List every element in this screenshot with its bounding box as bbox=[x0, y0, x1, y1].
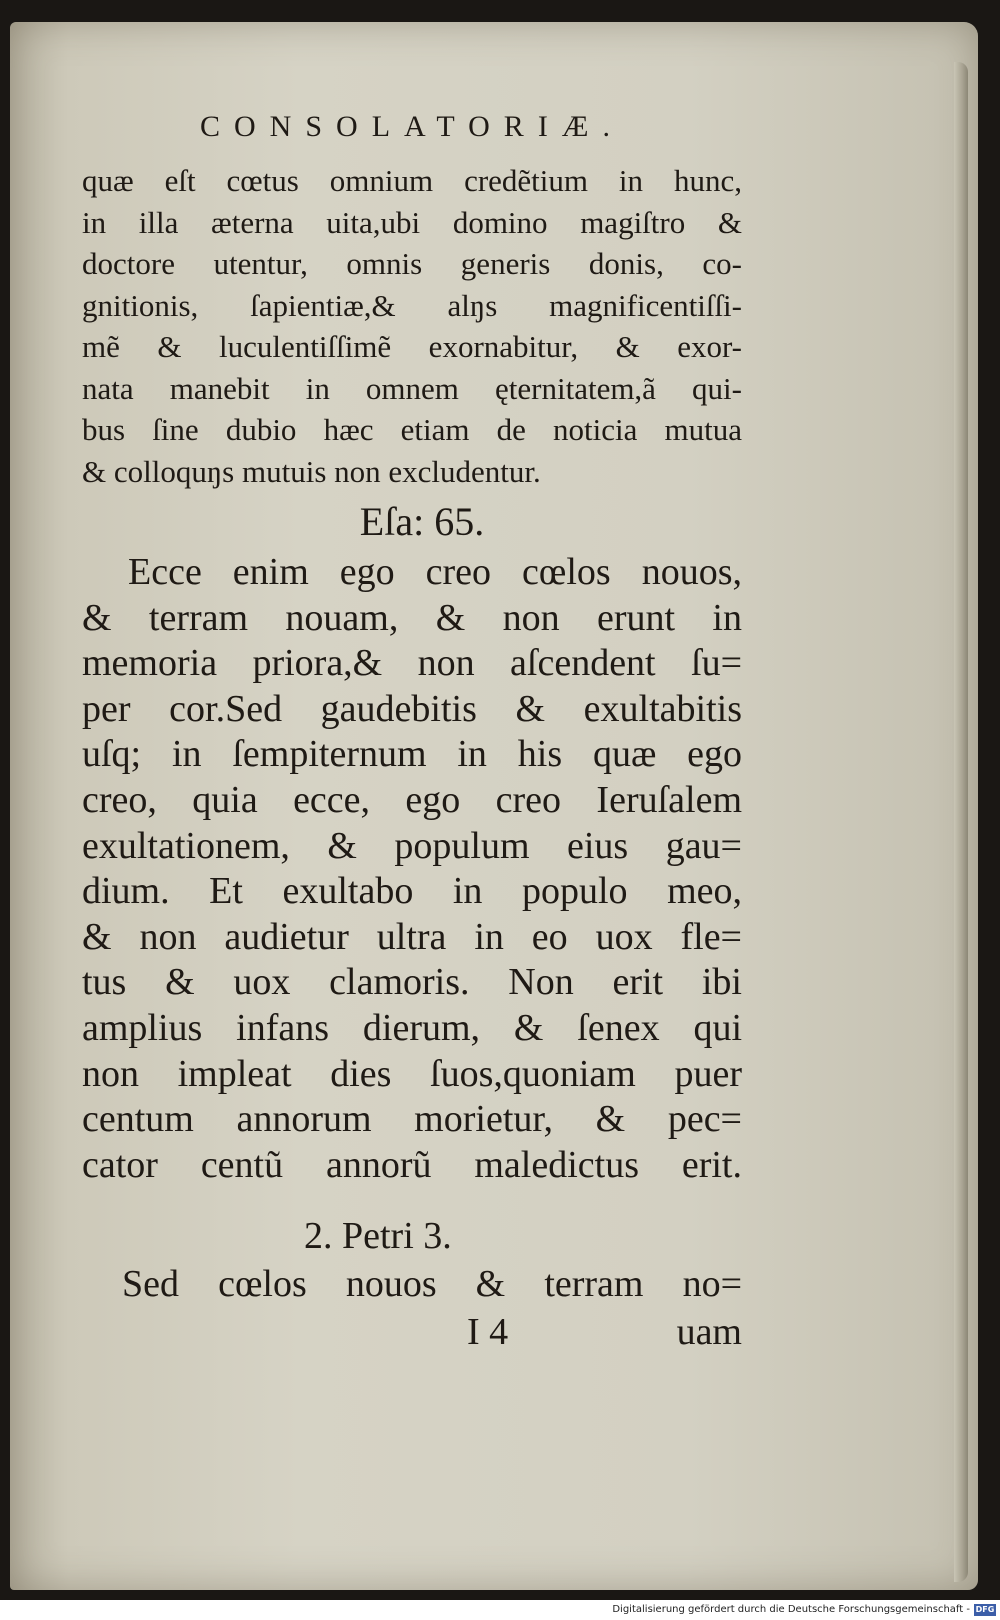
text-line: creo, quia ecce, ego creo Ieruſalem bbox=[82, 778, 742, 821]
text-line: mẽ & luculentiſſimẽ exornabitur, & exor- bbox=[82, 329, 742, 364]
paragraph-3 bbox=[82, 1262, 742, 1308]
page-foot bbox=[82, 1308, 742, 1356]
section-heading-petri: 2. Petri 3. bbox=[304, 1215, 452, 1258]
footer-credit: Digitalisierung gefördert durch die Deutsche Forschungsgemeinschaft - bbox=[612, 1604, 970, 1615]
text-line: in illa æterna uita,ubi domino magiſtro & bbox=[82, 204, 742, 240]
text-line: exultationem, & populum eius gau= bbox=[82, 824, 742, 867]
signature-mark: I 4 bbox=[467, 1310, 509, 1353]
paragraph-2 bbox=[82, 550, 742, 1188]
page-text bbox=[82, 100, 742, 1356]
text-line: per cor.Sed gaudebitis & exultabitis bbox=[82, 687, 742, 730]
text-line: uſq; in ſempiternum in his quæ ego bbox=[82, 733, 742, 776]
text-line: quæ eſt cœtus omnium credẽtium in hunc, bbox=[82, 163, 742, 198]
running-head: CONSOLATORIÆ. bbox=[200, 110, 624, 143]
section-heading-esaias: Eſa: 65. bbox=[359, 499, 485, 544]
text-line: centum annorum morietur, & pec= bbox=[82, 1098, 742, 1141]
text-line: amplius infans dierum, & ſenex qui bbox=[82, 1006, 742, 1049]
text-line: non impleat dies ſuos,quoniam puer bbox=[82, 1052, 742, 1095]
paragraph-1 bbox=[82, 160, 742, 492]
text-line: gnitionis, ſapientiæ,& alŋs magnificentiſſi- bbox=[82, 287, 742, 323]
text-line: cator centũ annorũ maledictus erit. bbox=[82, 1143, 742, 1186]
text-line: Ecce enim ego creo cœlos nouos, bbox=[128, 551, 742, 593]
text-line: & terram nouam, & non erunt in bbox=[82, 596, 742, 639]
text-line: Sed cœlos nouos & terram no= bbox=[122, 1263, 742, 1306]
catchword: uam bbox=[676, 1310, 742, 1353]
text-line: bus ſine dubio hæc etiam de noticia mutua bbox=[82, 412, 742, 447]
text-line: memoria priora,& non aſcendent ſu= bbox=[82, 642, 742, 685]
text-line: doctore utentur, omnis generis donis, co- bbox=[82, 246, 742, 281]
text-line: & colloquŋs mutuis non excludentur. bbox=[82, 453, 541, 489]
text-line: nata manebit in omnem ęternitatem,ã qui- bbox=[82, 370, 742, 406]
dfg-logo: DFG bbox=[975, 1605, 995, 1614]
digitization-footer bbox=[0, 1600, 1000, 1620]
text-line: & non audietur ultra in eo uox fle= bbox=[82, 915, 742, 958]
text-line: tus & uox clamoris. Non erit ibi bbox=[82, 961, 742, 1004]
text-line: dium. Et exultabo in populo meo, bbox=[82, 870, 742, 913]
page-edge bbox=[954, 62, 968, 1582]
